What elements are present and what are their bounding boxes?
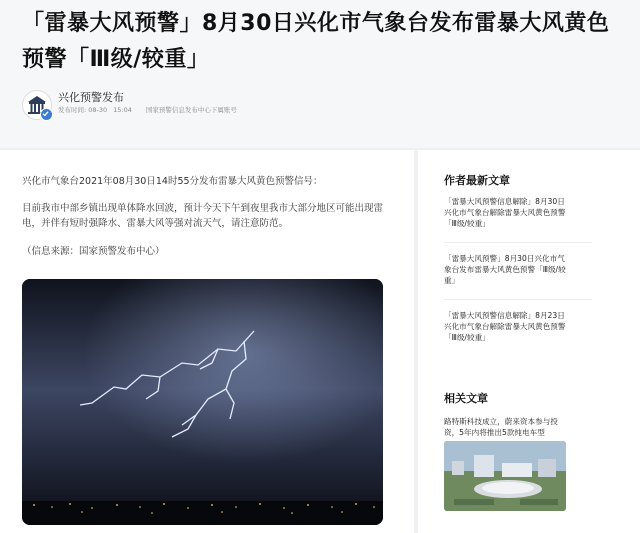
paragraph-source: （信息来源：国家预警发布中心） [22, 246, 165, 257]
divider [444, 242, 592, 243]
publish-date: 发布时间: 08-30 [58, 106, 108, 114]
latest-article-link[interactable]: 「雷暴大风预警」8月30日兴化市气象台发布雷暴大风黄色预警「Ⅲ级/较重」 [444, 254, 566, 285]
lightning-photo [22, 279, 383, 525]
paragraph-intro: 兴化市气象台2021年08月30日14时55分发布雷暴大风黄色预警信号： [22, 176, 323, 187]
publish-time: 15:04 [113, 106, 132, 114]
article-header [0, 0, 640, 148]
latest-article-link[interactable]: 「雷暴大风预警信息解除」8月30日兴化市气象台解除雷暴大风黄色预警「Ⅲ级/较重」 [444, 197, 566, 228]
verified-check-icon [40, 108, 53, 121]
source-note: 国家预警信息发布中心下属账号 [145, 106, 237, 114]
author-name[interactable]: 兴化预警发布 [58, 91, 124, 104]
article-title: 「雷暴大风预警」8月30日兴化市气象台发布雷暴大风黄色预警「Ⅲ级/较重」 [22, 11, 610, 72]
latest-articles-heading: 作者最新文章 [444, 174, 510, 187]
latest-article-link[interactable]: 「雷暴大风预警信息解除」8月23日兴化市气象台解除雷暴大风黄色预警「Ⅲ级/较重」 [444, 311, 566, 342]
related-article-thumbnail[interactable] [444, 441, 566, 511]
divider [444, 299, 592, 300]
related-articles-heading: 相关文章 [444, 392, 488, 405]
related-article-link[interactable]: 路特斯科技成立，蔚来资本参与投资，5年内将推出5款纯电车型 [444, 417, 558, 437]
article-meta [58, 105, 243, 114]
paragraph-forecast: 目前我市中部乡镇出现单体降水回波，预计今天下午到夜里我市大部分地区可能出现雷电，并伴有短时强降水、雷暴大风等强对流天气，请注意防范。 [22, 203, 384, 229]
